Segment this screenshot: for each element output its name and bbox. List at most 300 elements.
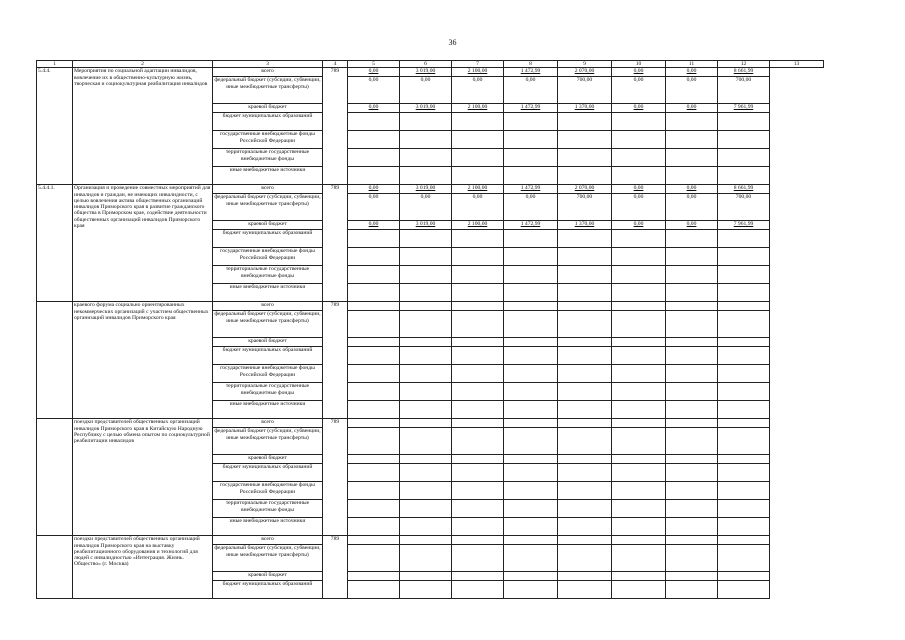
value-cell: 0,00 xyxy=(348,194,400,221)
value-cell xyxy=(348,428,400,455)
funding-source-label: всего xyxy=(213,68,323,77)
funding-source-label: иные внебюджетные источники xyxy=(213,167,323,185)
value-cell: 0,00 xyxy=(612,194,666,221)
value-cell xyxy=(348,581,400,599)
code-789: 789 xyxy=(323,302,348,419)
value-cell xyxy=(612,338,666,347)
value-cell xyxy=(612,455,666,464)
value-cell xyxy=(666,311,718,338)
value-cell xyxy=(452,167,504,185)
value-cell xyxy=(348,482,400,500)
funding-source-label: всего xyxy=(213,185,323,194)
value-cell: 0,00 xyxy=(666,68,718,77)
value-cell xyxy=(348,365,400,383)
value-cell xyxy=(504,419,558,428)
funding-source-label: территориальные государственные внебюджетные фонды xyxy=(213,266,323,284)
value-cell: 700,00 xyxy=(718,77,770,104)
value-cell: 0,00 xyxy=(666,221,718,230)
value-cell xyxy=(612,401,666,419)
value-cell xyxy=(558,131,612,149)
value-cell xyxy=(558,347,612,365)
value-cell xyxy=(452,464,504,482)
funding-source-label: территориальные государственные внебюджетные фонды xyxy=(213,383,323,401)
value-cell: 0,00 xyxy=(666,194,718,221)
value-cell xyxy=(452,131,504,149)
value-cell xyxy=(504,572,558,581)
value-cell xyxy=(504,113,558,131)
funding-source-label: федеральный бюджет (субсидии, субвенции, иные межбюджетные трансферты) xyxy=(213,545,323,572)
value-cell: 3 019,00 xyxy=(400,185,452,194)
value-cell xyxy=(558,545,612,572)
value-cell xyxy=(504,482,558,500)
value-cell xyxy=(558,572,612,581)
value-cell xyxy=(504,383,558,401)
value-cell xyxy=(348,455,400,464)
value-cell: 0,00 xyxy=(666,104,718,113)
value-cell xyxy=(718,545,770,572)
value-cell xyxy=(718,149,770,167)
value-cell xyxy=(666,365,718,383)
value-cell xyxy=(558,419,612,428)
value-cell xyxy=(504,401,558,419)
funding-source-label: территориальные государственные внебюджетные фонды xyxy=(213,149,323,167)
value-cell xyxy=(348,266,400,284)
value-cell: 0,00 xyxy=(612,185,666,194)
funding-source-label: бюджет муниципальных образований xyxy=(213,230,323,248)
header-cell: 2 xyxy=(73,61,213,68)
item-code xyxy=(37,536,73,599)
value-cell xyxy=(452,518,504,536)
value-cell xyxy=(400,248,452,266)
value-cell xyxy=(452,149,504,167)
value-cell xyxy=(504,338,558,347)
value-cell xyxy=(348,167,400,185)
value-cell xyxy=(504,455,558,464)
value-cell: 0,00 xyxy=(348,68,400,77)
value-cell xyxy=(400,419,452,428)
header-row xyxy=(37,61,824,68)
value-cell xyxy=(504,347,558,365)
value-cell xyxy=(452,383,504,401)
value-cell xyxy=(504,581,558,599)
value-cell: 1 472,99 xyxy=(504,68,558,77)
funding-source-label: бюджет муниципальных образований xyxy=(213,464,323,482)
value-cell xyxy=(666,581,718,599)
value-cell xyxy=(612,167,666,185)
value-cell: 700,00 xyxy=(558,194,612,221)
value-cell: 0,00 xyxy=(504,77,558,104)
value-cell xyxy=(558,149,612,167)
value-cell xyxy=(558,311,612,338)
value-cell xyxy=(666,248,718,266)
value-cell xyxy=(612,464,666,482)
value-cell xyxy=(348,464,400,482)
value-cell xyxy=(612,347,666,365)
value-cell xyxy=(400,113,452,131)
value-cell xyxy=(452,266,504,284)
funding-source-label: федеральный бюджет (субсидии, субвенции, иные межбюджетные трансферты) xyxy=(213,194,323,221)
funding-source-label: краевой бюджет xyxy=(213,572,323,581)
value-cell xyxy=(666,167,718,185)
value-cell xyxy=(612,482,666,500)
value-cell xyxy=(400,464,452,482)
value-cell xyxy=(400,338,452,347)
value-cell xyxy=(504,464,558,482)
value-cell: 700,00 xyxy=(718,194,770,221)
value-cell xyxy=(666,284,718,302)
value-cell: 0,00 xyxy=(348,77,400,104)
value-cell xyxy=(612,131,666,149)
value-cell xyxy=(452,545,504,572)
value-cell xyxy=(666,383,718,401)
value-cell xyxy=(666,266,718,284)
value-cell xyxy=(400,131,452,149)
value-cell xyxy=(558,113,612,131)
table-row xyxy=(37,68,824,77)
value-cell xyxy=(612,545,666,572)
value-cell xyxy=(348,401,400,419)
header-cell: 3 xyxy=(213,61,323,68)
value-cell xyxy=(504,248,558,266)
value-cell xyxy=(718,248,770,266)
header-cell: 8 xyxy=(504,61,558,68)
item-code xyxy=(37,302,73,419)
value-cell xyxy=(718,428,770,455)
value-cell xyxy=(400,572,452,581)
value-cell xyxy=(558,581,612,599)
value-cell xyxy=(666,518,718,536)
value-cell: 0,00 xyxy=(400,194,452,221)
funding-source-label: федеральный бюджет (субсидии, субвенции, иные межбюджетные трансферты) xyxy=(213,311,323,338)
funding-source-label: краевой бюджет xyxy=(213,455,323,464)
value-cell xyxy=(348,545,400,572)
value-cell xyxy=(452,536,504,545)
header-cell: 9 xyxy=(558,61,612,68)
value-cell xyxy=(348,149,400,167)
header-cell: 4 xyxy=(323,61,348,68)
funding-source-label: федеральный бюджет (субсидии, субвенции, иные межбюджетные трансферты) xyxy=(213,428,323,455)
code-789: 789 xyxy=(323,185,348,302)
value-cell xyxy=(400,401,452,419)
funding-source-label: государственные внебюджетные фонды Российской Федерации xyxy=(213,365,323,383)
value-cell: 0,00 xyxy=(400,77,452,104)
funding-source-label: краевой бюджет xyxy=(213,104,323,113)
header-cell: 12 xyxy=(718,61,770,68)
value-cell xyxy=(718,581,770,599)
value-cell xyxy=(452,455,504,464)
value-cell xyxy=(666,482,718,500)
value-cell xyxy=(400,167,452,185)
value-cell xyxy=(348,113,400,131)
value-cell xyxy=(718,113,770,131)
value-cell xyxy=(666,545,718,572)
funding-source-label: всего xyxy=(213,302,323,311)
value-cell xyxy=(348,536,400,545)
value-cell xyxy=(452,338,504,347)
value-cell xyxy=(612,284,666,302)
funding-source-label: федеральный бюджет (субсидии, субвенции, иные межбюджетные трансферты) xyxy=(213,77,323,104)
value-cell: 3 019,00 xyxy=(400,221,452,230)
value-cell xyxy=(452,572,504,581)
value-cell xyxy=(400,455,452,464)
value-cell: 2 100,00 xyxy=(452,104,504,113)
value-cell xyxy=(612,365,666,383)
value-cell xyxy=(558,284,612,302)
value-cell xyxy=(718,572,770,581)
value-cell xyxy=(348,302,400,311)
value-cell xyxy=(612,419,666,428)
value-cell xyxy=(348,248,400,266)
value-cell: 0,00 xyxy=(348,185,400,194)
value-cell xyxy=(558,536,612,545)
value-cell xyxy=(718,311,770,338)
value-cell xyxy=(400,284,452,302)
value-cell xyxy=(348,284,400,302)
value-cell xyxy=(452,401,504,419)
header-cell: 11 xyxy=(666,61,718,68)
value-cell: 7 961,99 xyxy=(718,104,770,113)
value-cell xyxy=(558,500,612,518)
table-row xyxy=(37,536,824,545)
value-cell xyxy=(666,500,718,518)
funding-source-label: территориальные государственные внебюджетные фонды xyxy=(213,500,323,518)
value-cell xyxy=(718,365,770,383)
budget-table xyxy=(36,60,824,599)
value-cell xyxy=(400,518,452,536)
value-cell xyxy=(718,536,770,545)
value-cell: 1 370,00 xyxy=(558,221,612,230)
value-cell: 0,00 xyxy=(612,104,666,113)
value-cell xyxy=(612,149,666,167)
value-cell xyxy=(348,500,400,518)
value-cell xyxy=(612,113,666,131)
value-cell xyxy=(666,455,718,464)
value-cell xyxy=(348,383,400,401)
value-cell xyxy=(718,302,770,311)
value-cell xyxy=(504,311,558,338)
item-name: краевого форума социально ориентированных некоммерческих организаций с участием общественных организаций инвалидов Приморского края xyxy=(73,302,213,419)
value-cell xyxy=(718,284,770,302)
value-cell xyxy=(718,518,770,536)
funding-source-label: всего xyxy=(213,536,323,545)
value-cell: 2 100,00 xyxy=(452,221,504,230)
value-cell xyxy=(452,482,504,500)
value-cell xyxy=(718,401,770,419)
value-cell xyxy=(718,167,770,185)
value-cell xyxy=(718,464,770,482)
value-cell: 7 961,99 xyxy=(718,221,770,230)
value-cell xyxy=(558,338,612,347)
value-cell xyxy=(348,347,400,365)
value-cell: 1 472,99 xyxy=(504,221,558,230)
value-cell xyxy=(504,149,558,167)
value-cell xyxy=(558,167,612,185)
value-cell xyxy=(452,428,504,455)
funding-source-label: бюджет муниципальных образований xyxy=(213,113,323,131)
value-cell xyxy=(612,428,666,455)
value-cell xyxy=(558,401,612,419)
funding-source-label: краевой бюджет xyxy=(213,221,323,230)
value-cell xyxy=(558,518,612,536)
value-cell xyxy=(400,545,452,572)
value-cell: 2 100,00 xyxy=(452,185,504,194)
value-cell xyxy=(452,500,504,518)
value-cell xyxy=(400,500,452,518)
funding-source-label: государственные внебюджетные фонды Российской Федерации xyxy=(213,248,323,266)
value-cell xyxy=(558,482,612,500)
value-cell: 0,00 xyxy=(666,185,718,194)
value-cell: 8 661,99 xyxy=(718,185,770,194)
value-cell: 0,00 xyxy=(612,68,666,77)
value-cell: 2 100,00 xyxy=(452,68,504,77)
value-cell: 2 070,00 xyxy=(558,185,612,194)
value-cell xyxy=(666,113,718,131)
value-cell xyxy=(504,302,558,311)
value-cell xyxy=(504,365,558,383)
value-cell xyxy=(718,455,770,464)
value-cell xyxy=(348,311,400,338)
value-cell xyxy=(452,230,504,248)
value-cell xyxy=(400,581,452,599)
value-cell xyxy=(348,131,400,149)
value-cell xyxy=(612,581,666,599)
value-cell: 0,00 xyxy=(348,221,400,230)
value-cell: 0,00 xyxy=(348,104,400,113)
value-cell: 0,00 xyxy=(612,77,666,104)
value-cell xyxy=(348,230,400,248)
value-cell xyxy=(666,302,718,311)
funding-source-label: краевой бюджет xyxy=(213,338,323,347)
value-cell: 700,00 xyxy=(558,77,612,104)
value-cell xyxy=(348,419,400,428)
code-789: 789 xyxy=(323,68,348,185)
value-cell xyxy=(504,428,558,455)
funding-source-label: бюджет муниципальных образований xyxy=(213,581,323,599)
value-cell xyxy=(612,248,666,266)
table-row xyxy=(37,185,824,194)
value-cell xyxy=(612,302,666,311)
value-cell xyxy=(504,518,558,536)
value-cell xyxy=(666,536,718,545)
value-cell xyxy=(558,248,612,266)
header-cell: 10 xyxy=(612,61,666,68)
value-cell xyxy=(400,428,452,455)
value-cell xyxy=(558,464,612,482)
page-number: 36 xyxy=(448,38,457,47)
code-789: 789 xyxy=(323,536,348,599)
code-789: 789 xyxy=(323,419,348,536)
value-cell xyxy=(452,284,504,302)
item-name: Мероприятия по социальной адаптации инвалидов, вовлечение их в общественно-культурную жизнь, творческая и социокультурная реабилитация инвалидов xyxy=(73,68,213,185)
value-cell xyxy=(504,536,558,545)
value-cell xyxy=(504,131,558,149)
value-cell xyxy=(666,401,718,419)
funding-source-label: иные внебюджетные источники xyxy=(213,284,323,302)
value-cell xyxy=(558,428,612,455)
value-cell xyxy=(400,482,452,500)
value-cell xyxy=(504,230,558,248)
value-cell xyxy=(666,464,718,482)
value-cell xyxy=(666,428,718,455)
value-cell: 3 019,00 xyxy=(400,104,452,113)
value-cell xyxy=(504,284,558,302)
value-cell: 0,00 xyxy=(452,77,504,104)
item-code: 5.4.4. xyxy=(37,68,73,185)
funding-source-label: иные внебюджетные источники xyxy=(213,401,323,419)
value-cell xyxy=(452,581,504,599)
value-cell: 1 472,99 xyxy=(504,185,558,194)
value-cell xyxy=(558,455,612,464)
value-cell xyxy=(400,536,452,545)
value-cell xyxy=(400,230,452,248)
funding-source-label: государственные внебюджетные фонды Российской Федерации xyxy=(213,482,323,500)
value-cell xyxy=(718,230,770,248)
header-cell: 13 xyxy=(770,61,824,68)
value-cell xyxy=(400,365,452,383)
value-cell xyxy=(400,383,452,401)
value-cell xyxy=(504,266,558,284)
value-cell xyxy=(718,419,770,428)
value-cell xyxy=(452,365,504,383)
value-cell xyxy=(400,302,452,311)
value-cell xyxy=(612,311,666,338)
header-cell: 5 xyxy=(348,61,400,68)
value-cell: 2 070,00 xyxy=(558,68,612,77)
value-cell xyxy=(558,365,612,383)
value-cell xyxy=(612,572,666,581)
value-cell xyxy=(718,266,770,284)
value-cell: 1 370,00 xyxy=(558,104,612,113)
value-cell xyxy=(612,383,666,401)
value-cell xyxy=(348,572,400,581)
value-cell xyxy=(718,500,770,518)
value-cell xyxy=(452,113,504,131)
value-cell: 8 661,99 xyxy=(718,68,770,77)
value-cell xyxy=(612,518,666,536)
value-cell xyxy=(612,230,666,248)
funding-source-label: иные внебюджетные источники xyxy=(213,518,323,536)
item-code xyxy=(37,419,73,536)
funding-source-label: бюджет муниципальных образований xyxy=(213,347,323,365)
value-cell xyxy=(452,419,504,428)
value-cell xyxy=(558,383,612,401)
value-cell xyxy=(718,131,770,149)
value-cell xyxy=(666,338,718,347)
value-cell xyxy=(504,500,558,518)
value-cell xyxy=(666,149,718,167)
value-cell xyxy=(612,500,666,518)
value-cell xyxy=(666,230,718,248)
header-cell: 1 xyxy=(37,61,73,68)
value-cell xyxy=(612,266,666,284)
value-cell xyxy=(452,347,504,365)
header-cell: 6 xyxy=(400,61,452,68)
value-cell xyxy=(400,311,452,338)
value-cell: 0,00 xyxy=(612,221,666,230)
value-cell: 0,00 xyxy=(452,194,504,221)
value-cell xyxy=(558,266,612,284)
value-cell xyxy=(666,419,718,428)
value-cell: 0,00 xyxy=(666,77,718,104)
value-cell xyxy=(504,167,558,185)
header-cell: 7 xyxy=(452,61,504,68)
value-cell xyxy=(348,338,400,347)
value-cell xyxy=(452,302,504,311)
value-cell xyxy=(666,347,718,365)
funding-source-label: государственные внебюджетные фонды Российской Федерации xyxy=(213,131,323,149)
item-name: поездки представителей общественных организаций инвалидов Приморского края в Китайскую Народную Республику с целью обмена опытом по социокультурной реабилитации инвалидов xyxy=(73,419,213,536)
value-cell: 3 019,00 xyxy=(400,68,452,77)
